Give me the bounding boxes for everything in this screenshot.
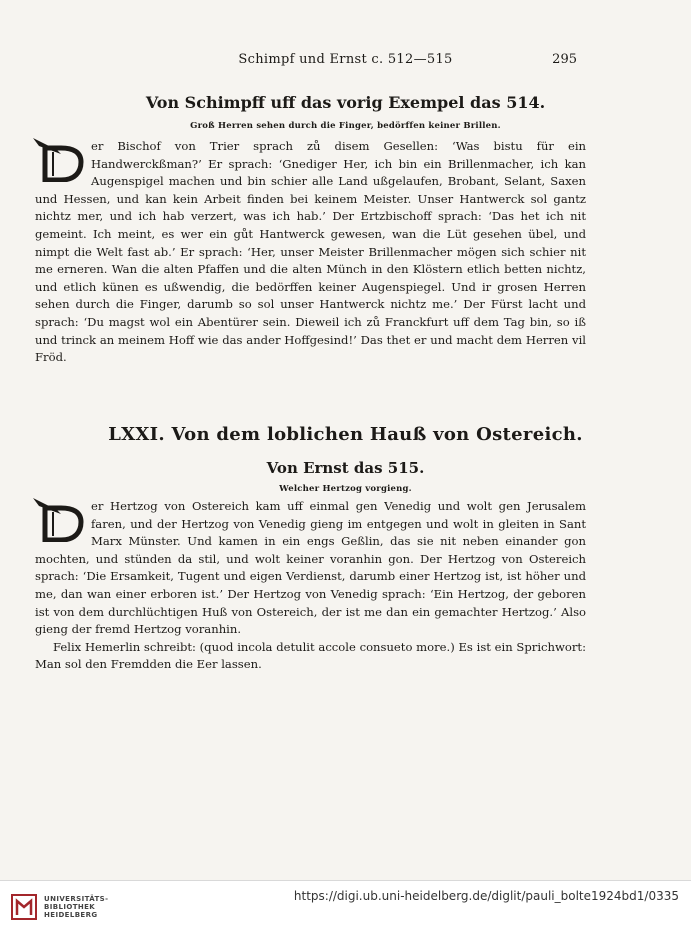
section-subheading-515: Welcher Hertzog vorgieng. [279, 484, 412, 494]
running-header [0, 52, 691, 72]
library-name-line2: BIBLIOTHEK [44, 903, 96, 911]
viewer-footer [0, 880, 691, 933]
chapter-heading: LXXI. Von dem loblichen Hauß von Ostereich. [108, 424, 583, 445]
section-body-text-514: er Bischof von Trier sprach zů disem Gesellen: ‘Was bistu für ein Handwerckßman?’ Er sprach: ‘Gnediger Her, ich bin ein Brillenmacher, ich kan Augenspigel machen und bin schier alle Land ußgelaufen, Brobant, Selant, Saxen und Hessen, und kan kein Arbeit finden bei keinem Meister. Unser Hantwerck sol gantz nichtz mer, und ich hab verzert, was ich hab.’ Der Ertzbischoff sprach: ‘Das het ich nit gemeint. Ich meint, es wer ein gůt Hantwerck gewesen, wan die Lüt gesehen übel, und nimpt die Welt fast ab.’ Er sprach: ‘Her, unser Meister Brillenmacher mögen sich schier nit me erneren. Wan die alten Pfaffen und die alten Münch in den Klöstern etlich betten nichtz, und etlich künen es ußwendig, die bedörffen keiner Augenspiegel. Und ir grosen Herren sehen durch die Finger, darumb so sol unser Hantwerck nichtz me.’ Der Fürst lacht und sprach: ‘Du magst wol ein Abentürer sein. Dieweil ich zů Franckfurt uff dem Tag bin, so iß und trinck an meinem Hoff wie das ander Hoffgesind!’ Das thet er und macht dem Herren vil Fröd. [35, 139, 586, 365]
library-name-line3: HEIDELBERG [44, 911, 98, 919]
running-title: Schimpf und Ernst c. 512—515 [238, 52, 453, 67]
section-body-text-515: er Hertzog von Ostereich kam uff einmal gen Venedig und wolt gen Jerusalem faren, und der Hertzog von Venedig gieng im entgegen und wolt in gleiten in Sant Marx Münster. Und kamen in ein engs Geßlin, das sie nit neben einander gon mochten, und stünden da stil, und wolt keiner voranhin gon. Der Hertzog von Ostereich sprach: ‘Die Ersamkeit, Tugent und eigen Verdienst, darumb einer Hertzog ist, ist höher und me, dan wan einer erboren ist.’ Der Hertzog von Venedig sprach: ‘Ein Hertzog, der geboren ist von dem durchlüchtigen Huß von Ostereich, der ist me dan ein gemachter Hertzog.’ Also gieng der fremd Hertzog voranhin. [35, 499, 586, 637]
section-body-515 [35, 498, 586, 674]
dropcap-d-icon [31, 494, 87, 542]
library-name-line1: UNIVERSITÄTS- [44, 895, 109, 903]
section-body-514 [35, 138, 586, 367]
section-subheading-514: Groß Herren sehen durch die Finger, bedörffen keiner Brillen. [190, 121, 501, 131]
dropcap-d-icon [31, 134, 87, 182]
permalink-url[interactable]: https://digi.ub.uni-heidelberg.de/diglit/pauli_bolte1924bd1/0335 [293, 889, 679, 903]
library-logo[interactable] [10, 891, 120, 925]
section-heading-514: Von Schimpff uff das vorig Exempel das 514. [145, 93, 546, 112]
library-logo-icon [10, 893, 38, 921]
section-heading-515: Von Ernst das 515. [266, 459, 425, 477]
section-paragraph-515b: Felix Hemerlin schreibt: (quod incola detulit accole consueto more.) Es ist ein Sprichwort: Man sol den Fremdden die Eer lassen. [35, 639, 586, 672]
page-number: 295 [552, 52, 577, 67]
